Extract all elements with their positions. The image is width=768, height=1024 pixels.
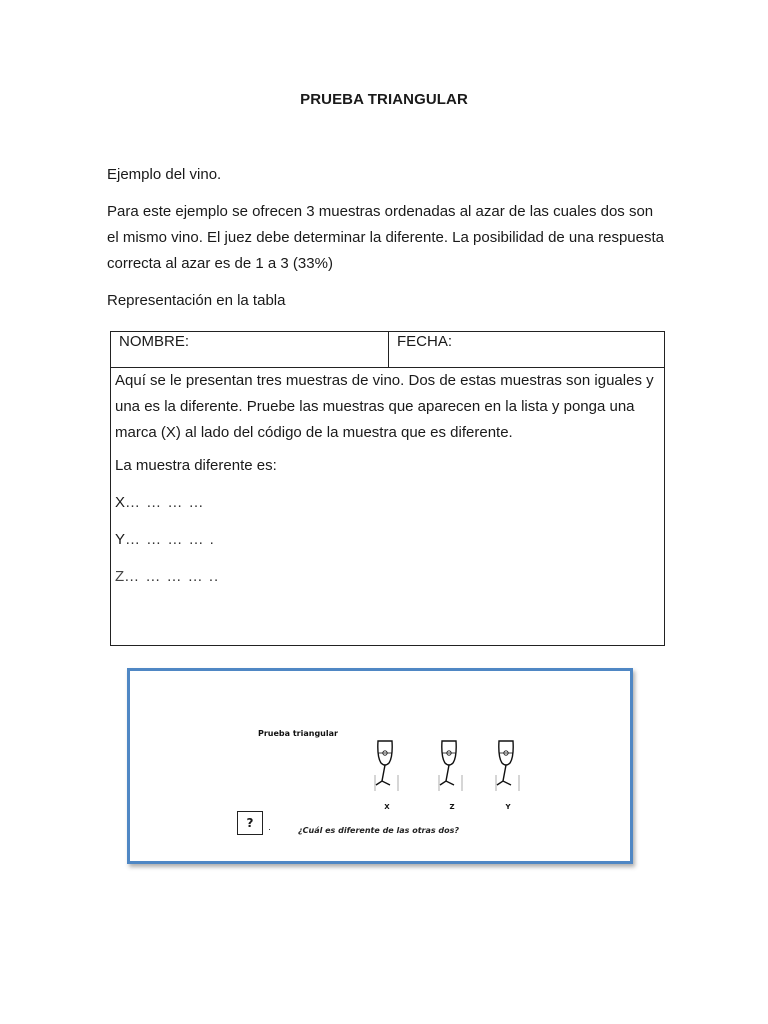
prompt-text: La muestra diferente es: bbox=[115, 457, 277, 474]
page-title: PRUEBA TRIANGULAR bbox=[300, 91, 468, 108]
name-label: NOMBRE: bbox=[119, 333, 190, 350]
table-caption: Representación en la tabla bbox=[107, 292, 286, 309]
option-letter: Y bbox=[115, 531, 126, 548]
figure-title: Prueba triangular bbox=[258, 729, 338, 738]
option-blank: … … … … . bbox=[125, 531, 215, 548]
name-cell bbox=[111, 332, 389, 368]
subheading: Ejemplo del vino. bbox=[107, 166, 222, 183]
instructions-text: Aquí se le presentan tres muestras de vino. Dos de estas muestras son iguales y una es la diferente. Pruebe las muestras que aparecen en la lista y ponga una marca (X) al lado del código de la muestra que es diferente. bbox=[115, 372, 654, 441]
tasting-form-table bbox=[110, 331, 665, 646]
wine-glass-icon bbox=[373, 739, 401, 794]
option-z bbox=[115, 567, 660, 587]
option-y bbox=[115, 530, 660, 550]
option-x bbox=[115, 493, 660, 513]
option-blank: … … … … .. bbox=[124, 568, 220, 585]
glass-label: Y bbox=[505, 803, 511, 811]
glass-label: Z bbox=[449, 803, 455, 811]
intro-paragraph: Para este ejemplo se ofrecen 3 muestras ordenadas al azar de las cuales dos son el mismo vino. El juez debe determinar la diferente. La posibilidad de una respuesta correcta al azar es de 1 a 3 (33%) bbox=[107, 203, 664, 272]
dot-mark bbox=[269, 829, 270, 830]
date-label: FECHA: bbox=[397, 333, 453, 350]
option-letter: X bbox=[115, 494, 126, 511]
figure-question: ¿Cuál es diferente de las otras dos? bbox=[298, 826, 460, 835]
triangle-test-figure bbox=[127, 668, 633, 864]
wine-glass-icon bbox=[437, 739, 465, 794]
question-mark-box: ? bbox=[237, 811, 263, 835]
wine-glass-icon bbox=[494, 739, 522, 794]
instructions-cell bbox=[111, 368, 665, 646]
option-letter: Z bbox=[115, 568, 125, 585]
glass-label: X bbox=[384, 803, 390, 811]
date-cell bbox=[389, 332, 665, 368]
option-blank: … … … … bbox=[125, 494, 205, 511]
